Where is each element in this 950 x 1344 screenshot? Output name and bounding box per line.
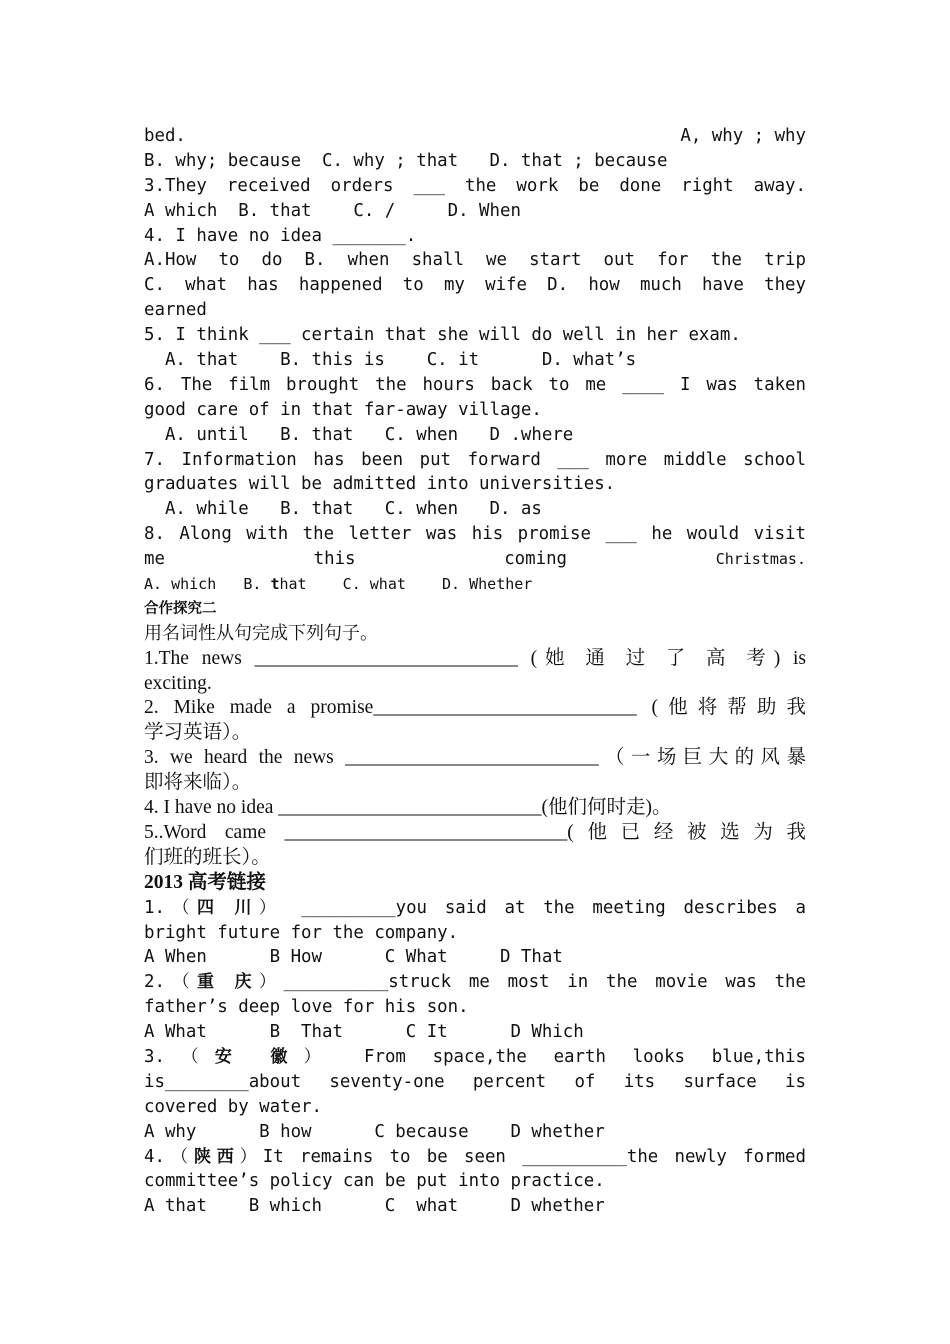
exam-q2-province: 重 庆 [196, 972, 259, 993]
q4-options-ab: A.How to do B. when shall we start out for the trip [144, 250, 806, 271]
exam-q3-line3: covered by water. [144, 1096, 322, 1117]
exam-q1-stem [144, 896, 806, 921]
document-page [144, 124, 806, 1219]
exam-q3-stem [144, 1045, 806, 1070]
section-heading-exam-link: 2013 高考链接 [144, 871, 266, 893]
exam-q1-line2: bright future for the company. [144, 922, 459, 943]
exam-q2-options: A What B That C It D Which [144, 1022, 584, 1043]
exam-q3-province: 安 徽 [214, 1046, 304, 1067]
q6-stem-line2: good care of in that far-away village. [144, 399, 542, 420]
sentence-1-line2: exciting. [144, 672, 212, 694]
q4-tail: earned [144, 300, 207, 321]
exam-q4-line2: committee’s policy can be put into practice. [144, 1171, 605, 1192]
section-instruction: 用名词性从句完成下列句子。 [144, 622, 378, 644]
q3-stem: 3.They received orders ___ the work be done right away. [144, 175, 806, 196]
exam-q4-stem [144, 1145, 806, 1170]
q2-option-a: A, why ; why [680, 126, 806, 146]
q5-options: A. that B. this is C. it D. what’s [144, 350, 637, 371]
exam-q4-province: 陕西 [193, 1146, 240, 1167]
sentence-5-line1: 5..Word came _____________________________(他已经被选为我 [144, 821, 806, 843]
sentence-5-line2: 们班的班长）。 [144, 846, 271, 868]
q6-options: A. until B. that C. when D .where [144, 424, 574, 445]
exam-q1-number: 1.（ [144, 897, 197, 918]
q2-options: B. why; because C. why ; that D. that ; because [144, 150, 668, 171]
exam-q4-options: A that B which C what D whether [144, 1196, 605, 1217]
q8-options-ab: A. which B. [144, 575, 271, 594]
q2-tail-line [144, 124, 806, 149]
q7-options: A. while B. that C. when D. as [144, 499, 542, 520]
sentence-4: 4. I have no idea ___________________________(他们何时走)。 [144, 797, 672, 819]
sentence-1-line1: 1.The news ___________________________ (她 通 过 了 高 考) is [144, 647, 806, 669]
sentence-3-line2: 即将来临）。 [144, 772, 252, 794]
q8-stem-line1: 8. Along with the letter was his promise ___ he would visit [144, 524, 806, 545]
exam-q1-text: ） _________you said at the meeting describes a [258, 897, 806, 918]
exam-q3-text: ） From space,the earth looks blue,this [303, 1046, 806, 1067]
sentence-3-line1: 3. we heard the news __________________________（一场巨大的风暴 [144, 747, 806, 769]
exam-q2-number: 2.（ [144, 972, 197, 993]
q8-word-me: me [144, 549, 165, 570]
q5-stem: 5. I think ___ certain that she will do well in her exam. [144, 325, 741, 346]
q3-options: A which B. that C. / D. When [144, 200, 521, 221]
q8-options [144, 572, 806, 597]
q7-stem-line2: graduates will be admitted into universities. [144, 474, 616, 495]
q8-word-coming: coming [504, 549, 568, 570]
q8-option-b-bold: t [270, 575, 280, 594]
q2-tail: bed. [144, 126, 186, 146]
q7-stem-line1: 7. Information has been put forward ___ more middle school [144, 449, 806, 470]
exam-q2-text: ）__________struck me most in the movie was the [258, 972, 806, 993]
q4-stem: 4. I have no idea _______. [144, 225, 417, 246]
exam-q2-stem [144, 970, 806, 995]
q8-word-christmas: Christmas. [715, 550, 806, 569]
q8-options-rest: hat C. what D. Whether [279, 575, 533, 594]
q8-word-this: this [313, 549, 356, 570]
exam-q1-province: 四 川 [196, 897, 259, 918]
exam-q3-number: 3.（ [144, 1046, 215, 1067]
exam-q3-options: A why B how C because D whether [144, 1121, 605, 1142]
exam-q3-line2: is________about seventy-one percent of its surface is [144, 1071, 806, 1092]
sentence-2-line1: 2. Mike made a promise___________________________ (他将帮助我 [144, 697, 806, 719]
sentence-2-line2: 学习英语）。 [144, 722, 252, 744]
exam-q4-text: ）It remains to be seen __________the newly formed [239, 1146, 806, 1167]
exam-q4-number: 4.（ [144, 1146, 194, 1167]
section-heading-cooperation: 合作探究二 [144, 600, 217, 617]
q4-options-cd: C. what has happened to my wife D. how much have they [144, 275, 806, 296]
q6-stem-line1: 6. The film brought the hours back to me ____ I was taken [144, 374, 806, 395]
q8-stem-line2 [144, 547, 806, 572]
exam-q2-line2: father’s deep love for his son. [144, 997, 469, 1018]
exam-q1-options: A When B How C What D That [144, 947, 563, 968]
